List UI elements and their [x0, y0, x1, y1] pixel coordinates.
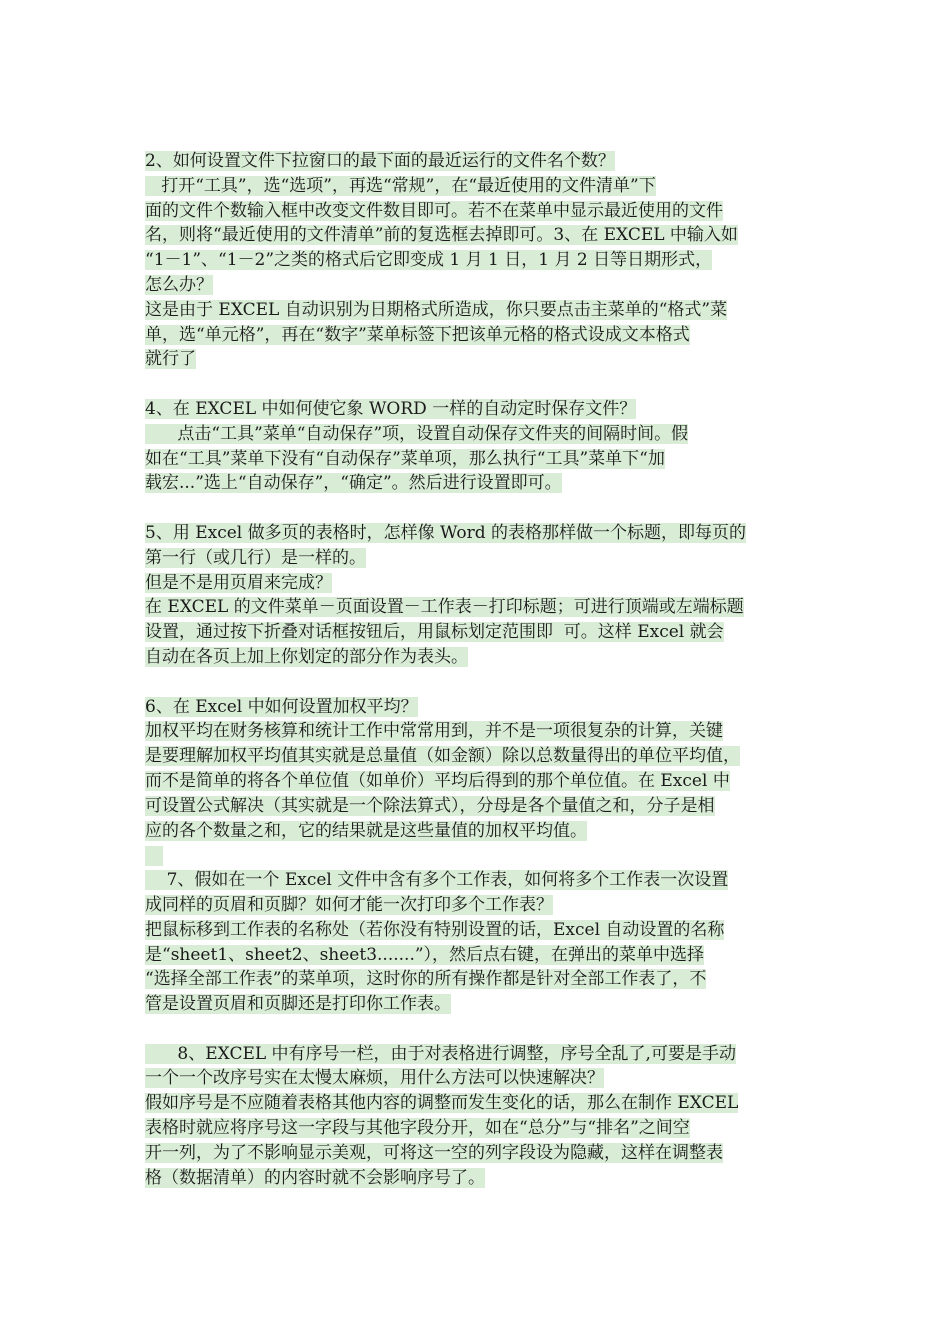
- highlight-marker: [145, 846, 163, 866]
- answer-line: 点击“工具”菜单“自动保存”项，设置自动保存文件夹的间隔时间。假: [145, 423, 689, 444]
- answer-line: 如在“工具”菜单下没有“自动保存”菜单项，那么执行“工具”菜单下“加: [145, 448, 665, 469]
- text-line: 名，则将“最近使用的文件清单”前的复选框去掉即可。3、在 EXCEL 中输入如: [145, 225, 738, 246]
- blank-line: [145, 496, 825, 521]
- answer-line: 就行了: [145, 349, 196, 370]
- question-line: 一个一个改序号实在太慢太麻烦，用什么方法可以快速解决？: [145, 1068, 604, 1089]
- question-line: 2、如何设置文件下拉窗口的最下面的最近运行的文件名个数？: [145, 151, 615, 171]
- blank-line: [145, 1017, 825, 1042]
- text-line: “1－1”、“1－2”之类的格式后它即变成 1 月 1 日，1 月 2 日等日期形式，: [145, 250, 713, 271]
- answer-line: 载宏...”选上“自动保存”，“确定”。然后进行设置即可。: [145, 473, 562, 494]
- answer-line: 单，选“单元格”，再在“数字”菜单标签下把该单元格的格式设成文本格式: [145, 324, 690, 345]
- faq-section-4: [145, 397, 825, 496]
- faq-section-5: [145, 521, 825, 670]
- document-body: [145, 149, 825, 1190]
- question-line: 第一行（或几行）是一样的。: [145, 547, 366, 568]
- answer-line: 表格时就应将序号这一字段与其他字段分开，如在“总分”与“排名”之间空: [145, 1118, 690, 1139]
- answer-line: 格（数据清单）的内容时就不会影响序号了。: [145, 1167, 485, 1188]
- blank-line: [145, 372, 825, 397]
- faq-section-2-3: [145, 149, 825, 372]
- question-line: 6、在 Excel 中如何设置加权平均？: [145, 696, 418, 717]
- question-line: 4、在 EXCEL 中如何使它象 WORD 一样的自动定时保存文件？: [145, 398, 637, 419]
- blank-line: [145, 670, 825, 695]
- answer-line: 设置，通过按下折叠对话框按钮后，用鼠标划定范围即 可。这样 Excel 就会: [145, 622, 724, 643]
- answer-line: 是“sheet1、sheet2、sheet3.......”），然后点右键，在弹出的菜单中选择: [145, 944, 705, 965]
- answer-line: 假如序号是不应随着表格其他内容的调整而发生变化的话，那么在制作 EXCEL: [145, 1093, 739, 1114]
- faq-section-7: [145, 868, 825, 1017]
- question-line: 成同样的页眉和页脚？如何才能一次打印多个工作表？: [145, 894, 553, 915]
- text-line: 面的文件个数输入框中改变文件数目即可。若不在菜单中显示最近使用的文件: [145, 200, 723, 221]
- faq-section-6: [145, 695, 825, 844]
- text-line: 打开“工具”，选“选项”，再选“常规”，在“最近使用的文件清单”下: [145, 175, 656, 196]
- answer-line: 是要理解加权平均值其实就是总量值（如金额）除以总数量得出的单位平均值，: [145, 746, 740, 767]
- answer-line: 可设置公式解决（其实就是一个除法算式），分母是各个量值之和，分子是相: [145, 795, 715, 816]
- answer-line: 这是由于 EXCEL 自动识别为日期格式所造成，你只要点击主菜单的“格式”菜: [145, 299, 728, 320]
- answer-line: “选择全部工作表”的菜单项，这时你的所有操作都是针对全部工作表了，不: [145, 969, 707, 990]
- answer-line: 应的各个数量之和，它的结果就是这些量值的加权平均值。: [145, 820, 587, 841]
- question-line: 5、用 Excel 做多页的表格时，怎样像 Word 的表格那样做一个标题，即每页的: [145, 522, 747, 543]
- answer-line: 管是设置页眉和页脚还是打印你工作表。: [145, 994, 451, 1015]
- answer-line: 自动在各页上加上你划定的部分作为表头。: [145, 646, 468, 667]
- answer-line: 加权平均在财务核算和统计工作中常常用到，并不是一项很复杂的计算，关键: [145, 721, 723, 742]
- answer-line: 而不是简单的将各个单位值（如单价）平均后得到的那个单位值。在 Excel 中: [145, 770, 730, 791]
- question-line: 但是不是用页眉来完成？: [145, 572, 332, 593]
- highlighted-empty-line: [145, 843, 825, 868]
- answer-line: 把鼠标移到工作表的名称处（若你没有特别设置的话，Excel 自动设置的名称: [145, 919, 725, 940]
- text-line: 怎么办？: [145, 274, 213, 295]
- answer-line: 开一列，为了不影响显示美观，可将这一空的列字段设为隐藏，这样在调整表: [145, 1142, 723, 1163]
- question-line: 7、假如在一个 Excel 文件中含有多个工作表，如何将多个工作表一次设置: [145, 870, 729, 891]
- faq-section-8: [145, 1042, 825, 1191]
- answer-line: 在 EXCEL 的文件菜单－页面设置－工作表－打印标题；可进行顶端或左端标题: [145, 597, 744, 618]
- question-line: 8、EXCEL 中有序号一栏，由于对表格进行调整，序号全乱了,可要是手动: [145, 1043, 736, 1064]
